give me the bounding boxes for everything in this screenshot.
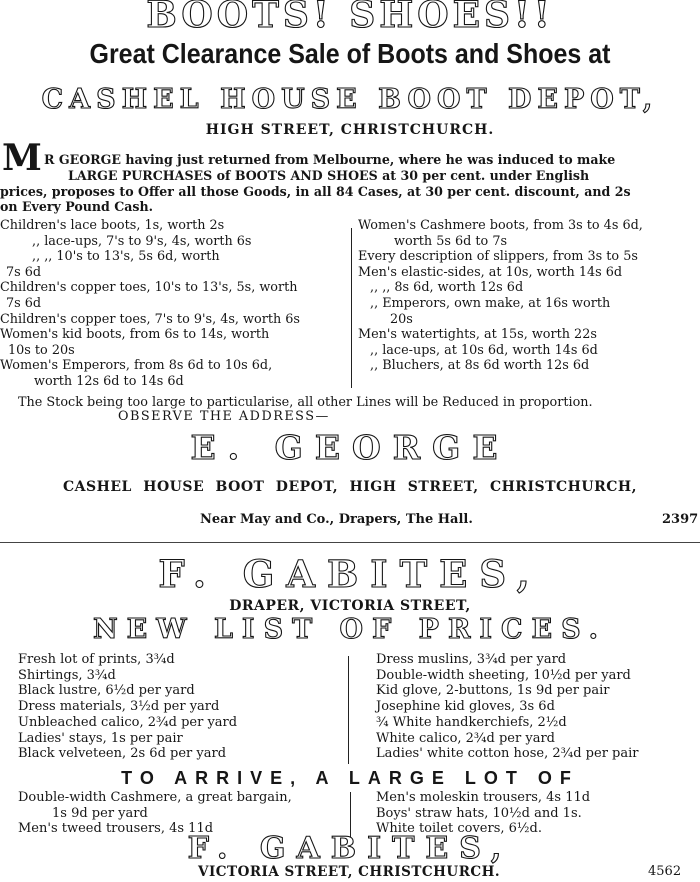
ad1-intro-line3: prices, proposes to Offer all those Goods, in all 84 Cases, at 30 per cent. discount, and 2s bbox=[0, 184, 631, 199]
list-item: Double-width Cashmere, a great bargain, bbox=[18, 790, 292, 805]
ad2-footer-address: VICTORIA STREET, CHRISTCHURCH. bbox=[198, 864, 501, 880]
list-item: Children's copper toes, 7's to 9's, 4s, worth 6s bbox=[0, 311, 300, 327]
list-item: Shirtings, 3¾d bbox=[18, 667, 116, 683]
ad2-footer-name: F. GABITES, bbox=[187, 831, 513, 866]
list-item: 1s 9d per yard bbox=[52, 805, 148, 821]
ad1-stock-note: The Stock being too large to particularise, all other Lines will be Reduced in proportion. bbox=[18, 395, 593, 410]
ad1-left-list bbox=[0, 218, 350, 390]
list-item: ,, Emperors, own make, at 16s worth bbox=[370, 295, 611, 311]
list-item: Black velveteen, 2s 6d per yard bbox=[18, 746, 227, 762]
ad1-right-list bbox=[358, 218, 700, 374]
ad1-reference-number: 2397 bbox=[662, 512, 699, 527]
ad1-intro-line4: on Every Pound Cash. bbox=[0, 199, 154, 214]
ad1-store-address-line: CASHEL HOUSE BOOT DEPOT, HIGH STREET, CHRISTCHURCH, bbox=[63, 479, 637, 495]
ad1-observe: OBSERVE THE ADDRESS— bbox=[118, 409, 330, 424]
list-item: 10s to 20s bbox=[8, 342, 75, 358]
list-item: worth 5s 6d to 7s bbox=[394, 233, 508, 249]
ad1-near-line: Near May and Co., Drapers, The Hall. bbox=[200, 512, 473, 527]
list-item: Children's lace boots, 1s, worth 2s bbox=[0, 218, 225, 233]
list-item: ,, Bluchers, at 8s 6d worth 12s 6d bbox=[370, 358, 590, 374]
list-item: Women's Cashmere boots, from 3s to 4s 6d, bbox=[358, 218, 643, 233]
list-item: Unbleached calico, 2¾d per yard bbox=[18, 714, 238, 730]
ad1-intro-line2: LARGE PURCHASES of BOOTS AND SHOES at 30 per cent. under English bbox=[68, 168, 590, 183]
ad2-list-title: NEW LIST OF PRICES. bbox=[92, 614, 608, 645]
list-item: Women's kid boots, from 6s to 14s, worth bbox=[0, 327, 270, 343]
list-item: Double-width sheeting, 10½d per yard bbox=[376, 667, 631, 683]
list-item: ,, lace-ups, at 10s 6d, worth 14s 6d bbox=[370, 342, 598, 358]
list-item: ¾ White handkerchiefs, 2½d bbox=[376, 714, 567, 730]
ad1-store-name: CASHEL HOUSE BOOT DEPOT, bbox=[41, 84, 659, 115]
list-item: Men's watertights, at 15s, worth 22s bbox=[358, 327, 597, 343]
advert-separator bbox=[0, 542, 700, 543]
ad2-right-list bbox=[376, 652, 700, 762]
list-item: worth 12s 6d to 14s 6d bbox=[34, 373, 184, 389]
list-item: Ladies' white cotton hose, 2¾d per pair bbox=[376, 746, 639, 762]
ad2-left-list bbox=[18, 652, 348, 762]
list-item: Every description of slippers, from 3s to 5s bbox=[358, 249, 638, 265]
list-item: Black lustre, 6½d per yard bbox=[18, 683, 195, 699]
ad2-name: F. GABITES, bbox=[158, 552, 542, 596]
ad1-column-divider bbox=[351, 228, 352, 388]
ad1-address: HIGH STREET, CHRISTCHURCH. bbox=[205, 122, 495, 138]
list-item: Men's elastic-sides, at 10s, worth 14s 6d bbox=[358, 264, 623, 280]
list-item: Ladies' stays, 1s per pair bbox=[18, 730, 183, 746]
list-item: Women's Emperors, from 8s 6d to 10s 6d, bbox=[0, 358, 273, 374]
list-item: Men's moleskin trousers, 4s 11d bbox=[376, 790, 591, 805]
ad2-trade: DRAPER, VICTORIA STREET, bbox=[229, 598, 471, 614]
list-item: White calico, 2¾d per yard bbox=[376, 730, 555, 746]
list-item: 20s bbox=[390, 311, 413, 327]
ad1-proprietor: E. GEORGE bbox=[190, 428, 510, 467]
list-item: Kid glove, 2-buttons, 1s 9d per pair bbox=[376, 683, 610, 699]
list-item: Men's tweed trousers, 4s 11d bbox=[18, 821, 214, 837]
list-item: Boys' straw hats, 10½d and 1s. bbox=[376, 805, 582, 821]
list-item: Fresh lot of prints, 3¾d bbox=[18, 652, 175, 667]
ad2-arrive-title: TO ARRIVE, A LARGE LOT OF bbox=[121, 768, 579, 788]
ad2-reference-number: 4562 bbox=[648, 864, 682, 879]
ad1-intro-line1: R GEORGE having just returned from Melbourne, where he was induced to make bbox=[44, 152, 616, 167]
list-item: ,, ,, 10's to 13's, 5s 6d, worth bbox=[32, 249, 220, 265]
ad1-drop-cap: M bbox=[2, 137, 42, 179]
list-item: 7s 6d bbox=[6, 264, 42, 280]
list-item: Dress muslins, 3¾d per yard bbox=[376, 652, 567, 667]
list-item: Josephine kid gloves, 3s 6d bbox=[376, 699, 555, 715]
list-item: ,, lace-ups, 7's to 9's, 4s, worth 6s bbox=[32, 233, 252, 249]
list-item: White toilet covers, 6½d. bbox=[376, 821, 542, 837]
list-item: 7s 6d bbox=[6, 295, 42, 311]
ad2-column-divider bbox=[348, 656, 349, 764]
list-item: ,, ,, 8s 6d, worth 12s 6d bbox=[370, 280, 524, 296]
ad1-headline: BOOTS! SHOES!! bbox=[146, 0, 554, 36]
list-item: Children's copper toes, 10's to 13's, 5s, worth bbox=[0, 280, 298, 296]
list-item: Dress materials, 3½d per yard bbox=[18, 699, 220, 715]
ad1-subheadline: Great Clearance Sale of Boots and Shoes at bbox=[89, 38, 611, 70]
